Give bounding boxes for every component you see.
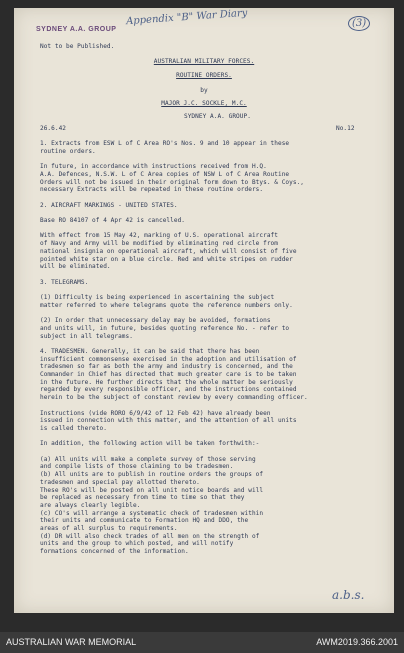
body-line: 4. TRADESMEN. Generally, it can be said that there has been <box>40 347 260 355</box>
archive-footer <box>0 632 404 653</box>
unit-name: SYDNEY A.A. GROUP. <box>184 113 251 120</box>
body-line: Orders will not be issued in their original form down to Btys. & Coys., <box>40 178 305 186</box>
handwritten-circled-number: (3) <box>348 16 370 31</box>
body-line: are always clearly legible. <box>40 501 141 509</box>
unit-stamp: SYDNEY A.A. GROUP <box>36 26 117 33</box>
body-line: matter referred to where telegrams quote the reference numbers only. <box>40 301 293 309</box>
body-line: units and the group to which posted, and will notify <box>40 540 234 548</box>
body-line: and compile lists of those claiming to be tradesmen. <box>40 463 234 471</box>
body-line: areas of all surplus to requirements. <box>40 525 178 532</box>
body-line: be replaced as necessary from time to time so that they <box>40 494 245 502</box>
body-line: tradesmen so far as both the army and industry is concerned, and the <box>40 363 293 371</box>
body-line: (c) CO's will arrange a systematic check of tradesmen within <box>40 509 264 517</box>
footer-reference: AWM2019.366.2001 <box>316 637 398 647</box>
document-title: ROUTINE ORDERS. <box>176 72 232 79</box>
body-line: and units will, in future, besides quoting reference No. - refer to <box>40 324 290 332</box>
body-line: necessary Extracts will be repeated in these routine orders. <box>40 186 264 194</box>
by-line: by <box>200 87 208 94</box>
body-line: 3. TELEGRAMS. <box>40 278 89 286</box>
order-number: No.12 <box>336 125 355 132</box>
body-line: (b) All units are to publish in routine orders the groups of <box>40 471 264 479</box>
body-line: In future, in accordance with instructions received from H.Q. <box>40 163 267 171</box>
body-line: 1. Extracts from ESW L of C Area RO's Nos. 9 and 10 appear in these <box>40 140 290 147</box>
body-line: herein to be the subject of constant review by every commanding officer. <box>40 394 308 402</box>
body-line: in the future. He further directs that the whole matter be seriously <box>40 378 293 386</box>
force-heading: AUSTRALIAN MILITARY FORCES. <box>153 58 255 65</box>
body-line: insufficient commonsense exercised in the adoption and utilisation of <box>40 355 297 363</box>
body-line: In addition, the following action will be taken forthwith:- <box>40 440 260 448</box>
body-line: 2. AIRCRAFT MARKINGS - UNITED STATES. <box>40 201 178 209</box>
body-line: (a) All units will make a complete survey of those serving <box>40 455 256 463</box>
body-line: A.A. Defences, N.S.W. L of C Area copies of NSW L of C Area Routine <box>40 170 290 178</box>
body-line: issued in connection with this matter, and the attention of all units <box>40 417 297 425</box>
body-line: subject in all telegrams. <box>40 332 133 340</box>
body-line: will be eliminated. <box>40 263 111 271</box>
footer-institution: AUSTRALIAN WAR MEMORIAL <box>6 637 137 647</box>
body-line: With effect from 15 May 42, marking of U.S. operational aircraft <box>40 232 278 240</box>
body-line: Instructions (vide RORO 6/9/42 of 12 Feb 42) have already been <box>40 409 271 417</box>
body-line: (1) Difficulty is being experienced in ascertaining the subject <box>40 294 275 301</box>
body-line: national insignia on operational aircraft, which will consist of five <box>40 247 297 255</box>
body-line: regarded by every responsible officer, and the instructions contained <box>40 386 297 394</box>
body-line: routine orders. <box>40 147 96 155</box>
body-line: Base RO 84107 of 4 Apr 42 is cancelled. <box>40 217 186 224</box>
body-line: is called thereto. <box>40 424 107 432</box>
body-line: Commander in Chief has directed that much greater care is to be taken <box>40 371 297 378</box>
order-date: 26.6.42 <box>40 125 67 132</box>
not-published-note: Not to be Published. <box>40 43 115 50</box>
body-line: of Navy and Army will be modified by eliminating red circle from <box>40 240 278 248</box>
document-page <box>14 8 394 613</box>
body-line: formations concerned of the information. <box>40 548 189 556</box>
body-line: (d) DR will also check trades of all men on the strength of <box>40 532 260 540</box>
body-line: (2) In order that unnecessary delay may be avoided, formations <box>40 317 271 325</box>
body-line: tradesmen and special pay allotted thereto. <box>40 478 200 486</box>
body-line: their units and communicate to Formation HQ and DDO, the <box>40 517 249 525</box>
handwritten-initials: a.b.s. <box>332 588 365 602</box>
body-line: These RO's will be posted on all unit notice boards and will <box>40 486 264 494</box>
officer-name: MAJOR J.C. SOCKLE, M.C. <box>161 100 247 107</box>
body-line: pointed white star on a blue circle. Red and white stripes on rudder <box>40 255 293 263</box>
handwritten-note: Appendix "B" War Diary <box>125 8 248 28</box>
